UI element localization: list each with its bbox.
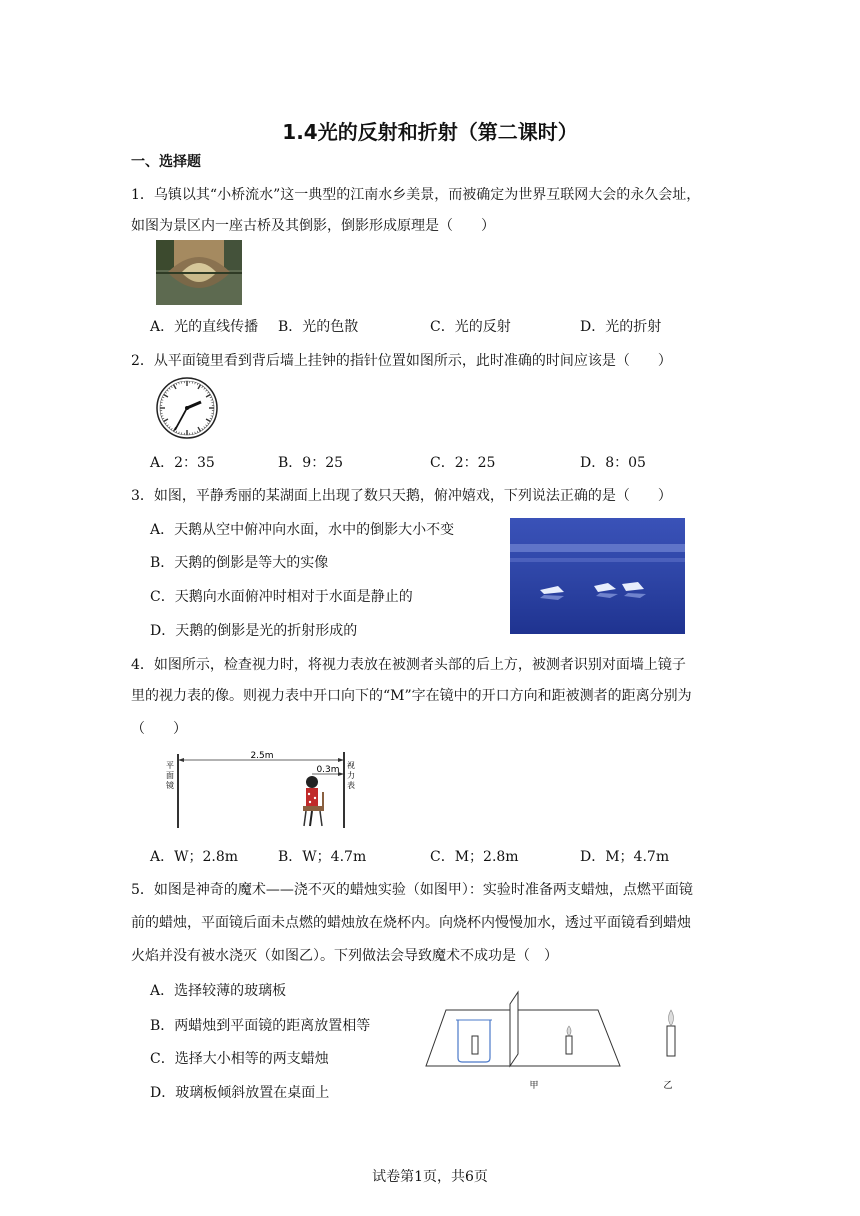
q4-stem-line2: 里的视力表的像。则视力表中开口向下的“M”字在镜中的开口方向和距被测者的距离分别为 — [131, 688, 692, 704]
q4-option-b: B．W；4.7m — [278, 849, 367, 865]
flame-icon — [567, 1026, 571, 1036]
mirror-label-1: 平 — [166, 761, 174, 770]
glass-plate — [510, 992, 518, 1066]
q3-option-b: B．天鹅的倒影是等大的实像 — [150, 555, 329, 571]
q4-option-d: D．M；4.7m — [580, 849, 670, 865]
candle-lit — [566, 1036, 572, 1054]
mirror-label-3: 镜 — [166, 781, 174, 790]
chart-label-3: 表 — [347, 781, 355, 790]
q5-option-b: B．两蜡烛到平面镜的距离放置相等 — [150, 1018, 371, 1034]
candle-yi — [667, 1026, 675, 1056]
flame-icon-yi — [669, 1010, 674, 1026]
section-heading: 一、选择题 — [131, 154, 201, 170]
distance-total-label: 2.5m — [250, 751, 274, 761]
q1-option-c: C．光的反射 — [430, 319, 511, 335]
q2-option-a: A．2：35 — [150, 455, 215, 471]
q2-stem-line1: 2．从平面镜里看到背后墙上挂钟的指针位置如图所示，此时准确的时间应该是（ ） — [131, 353, 672, 369]
q1-stem-line1: 1．乌镇以其“小桥流水”这一典型的江南水乡美景，而被确定为世界互联网大会的永久会址， — [131, 187, 701, 203]
distance-short-label: 0.3m — [316, 765, 340, 775]
q5-option-c: C．选择大小相等的两支蜡烛 — [150, 1051, 329, 1067]
chart-label-1: 视 — [347, 761, 355, 770]
q3-stem-line1: 3．如图，平静秀丽的某湖面上出现了数只天鹅，俯冲嬉戏，下列说法正确的是（ ） — [131, 488, 672, 504]
page-footer: 试卷第1页，共6页 — [372, 1169, 488, 1185]
q5-stem-line3: 火焰并没有被水浇灭（如图乙）。下列做法会导致魔术不成功是（ ） — [131, 948, 558, 964]
page-title: 1.4光的反射和折射（第二课时） — [282, 120, 578, 144]
q3-option-a: A．天鹅从空中俯冲向水面，水中的倒影大小不变 — [150, 522, 455, 538]
q5-stem-line2: 前的蜡烛，平面镜后面未点燃的蜡烛放在烧杯内。向烧杯内慢慢加水，透过平面镜看到蜡烛 — [131, 915, 691, 931]
q3-option-d: D．天鹅的倒影是光的折射形成的 — [150, 623, 358, 639]
q5-option-d: D．玻璃板倾斜放置在桌面上 — [150, 1085, 330, 1101]
label-jia: 甲 — [529, 1081, 539, 1091]
q2-option-d: D．8：05 — [580, 455, 646, 471]
table-surface — [426, 1010, 620, 1066]
bridge-photo — [156, 240, 242, 305]
q1-option-b: B．光的色散 — [278, 319, 359, 335]
q4-stem-line3: （ ） — [131, 721, 187, 737]
candle-unlit — [472, 1036, 478, 1054]
q2-option-c: C．2：25 — [430, 455, 496, 471]
q4-stem-line1: 4．如图所示，检查视力时，将视力表放在被测者头部的后上方，被测者识别对面墙上镜子 — [131, 657, 686, 673]
q2-option-b: B．9：25 — [278, 455, 344, 471]
eye-test-figure — [160, 748, 360, 834]
q1-option-a: A．光的直线传播 — [150, 319, 259, 335]
swan-photo — [510, 518, 685, 634]
candle-experiment-figure — [424, 990, 694, 1094]
mirror-label-2: 面 — [166, 771, 174, 780]
q3-option-c: C．天鹅向水面俯冲时相对于水面是静止的 — [150, 589, 413, 605]
q5-stem-line1: 5．如图是神奇的魔术——浇不灭的蜡烛实验（如图甲）：实验时准备两支蜡烛，点燃平面镜 — [131, 882, 693, 898]
clock-figure — [153, 376, 221, 440]
q1-option-d: D．光的折射 — [580, 319, 662, 335]
label-yi: 乙 — [663, 1081, 673, 1091]
seated-person — [303, 776, 323, 826]
q5-option-a: A．选择较薄的玻璃板 — [150, 983, 287, 999]
q1-stem-line2: 如图为景区内一座古桥及其倒影，倒影形成原理是（ ） — [131, 218, 495, 234]
q4-option-a: A．W；2.8m — [150, 849, 239, 865]
q4-option-c: C．M；2.8m — [430, 849, 519, 865]
chart-label-2: 力 — [347, 771, 355, 780]
